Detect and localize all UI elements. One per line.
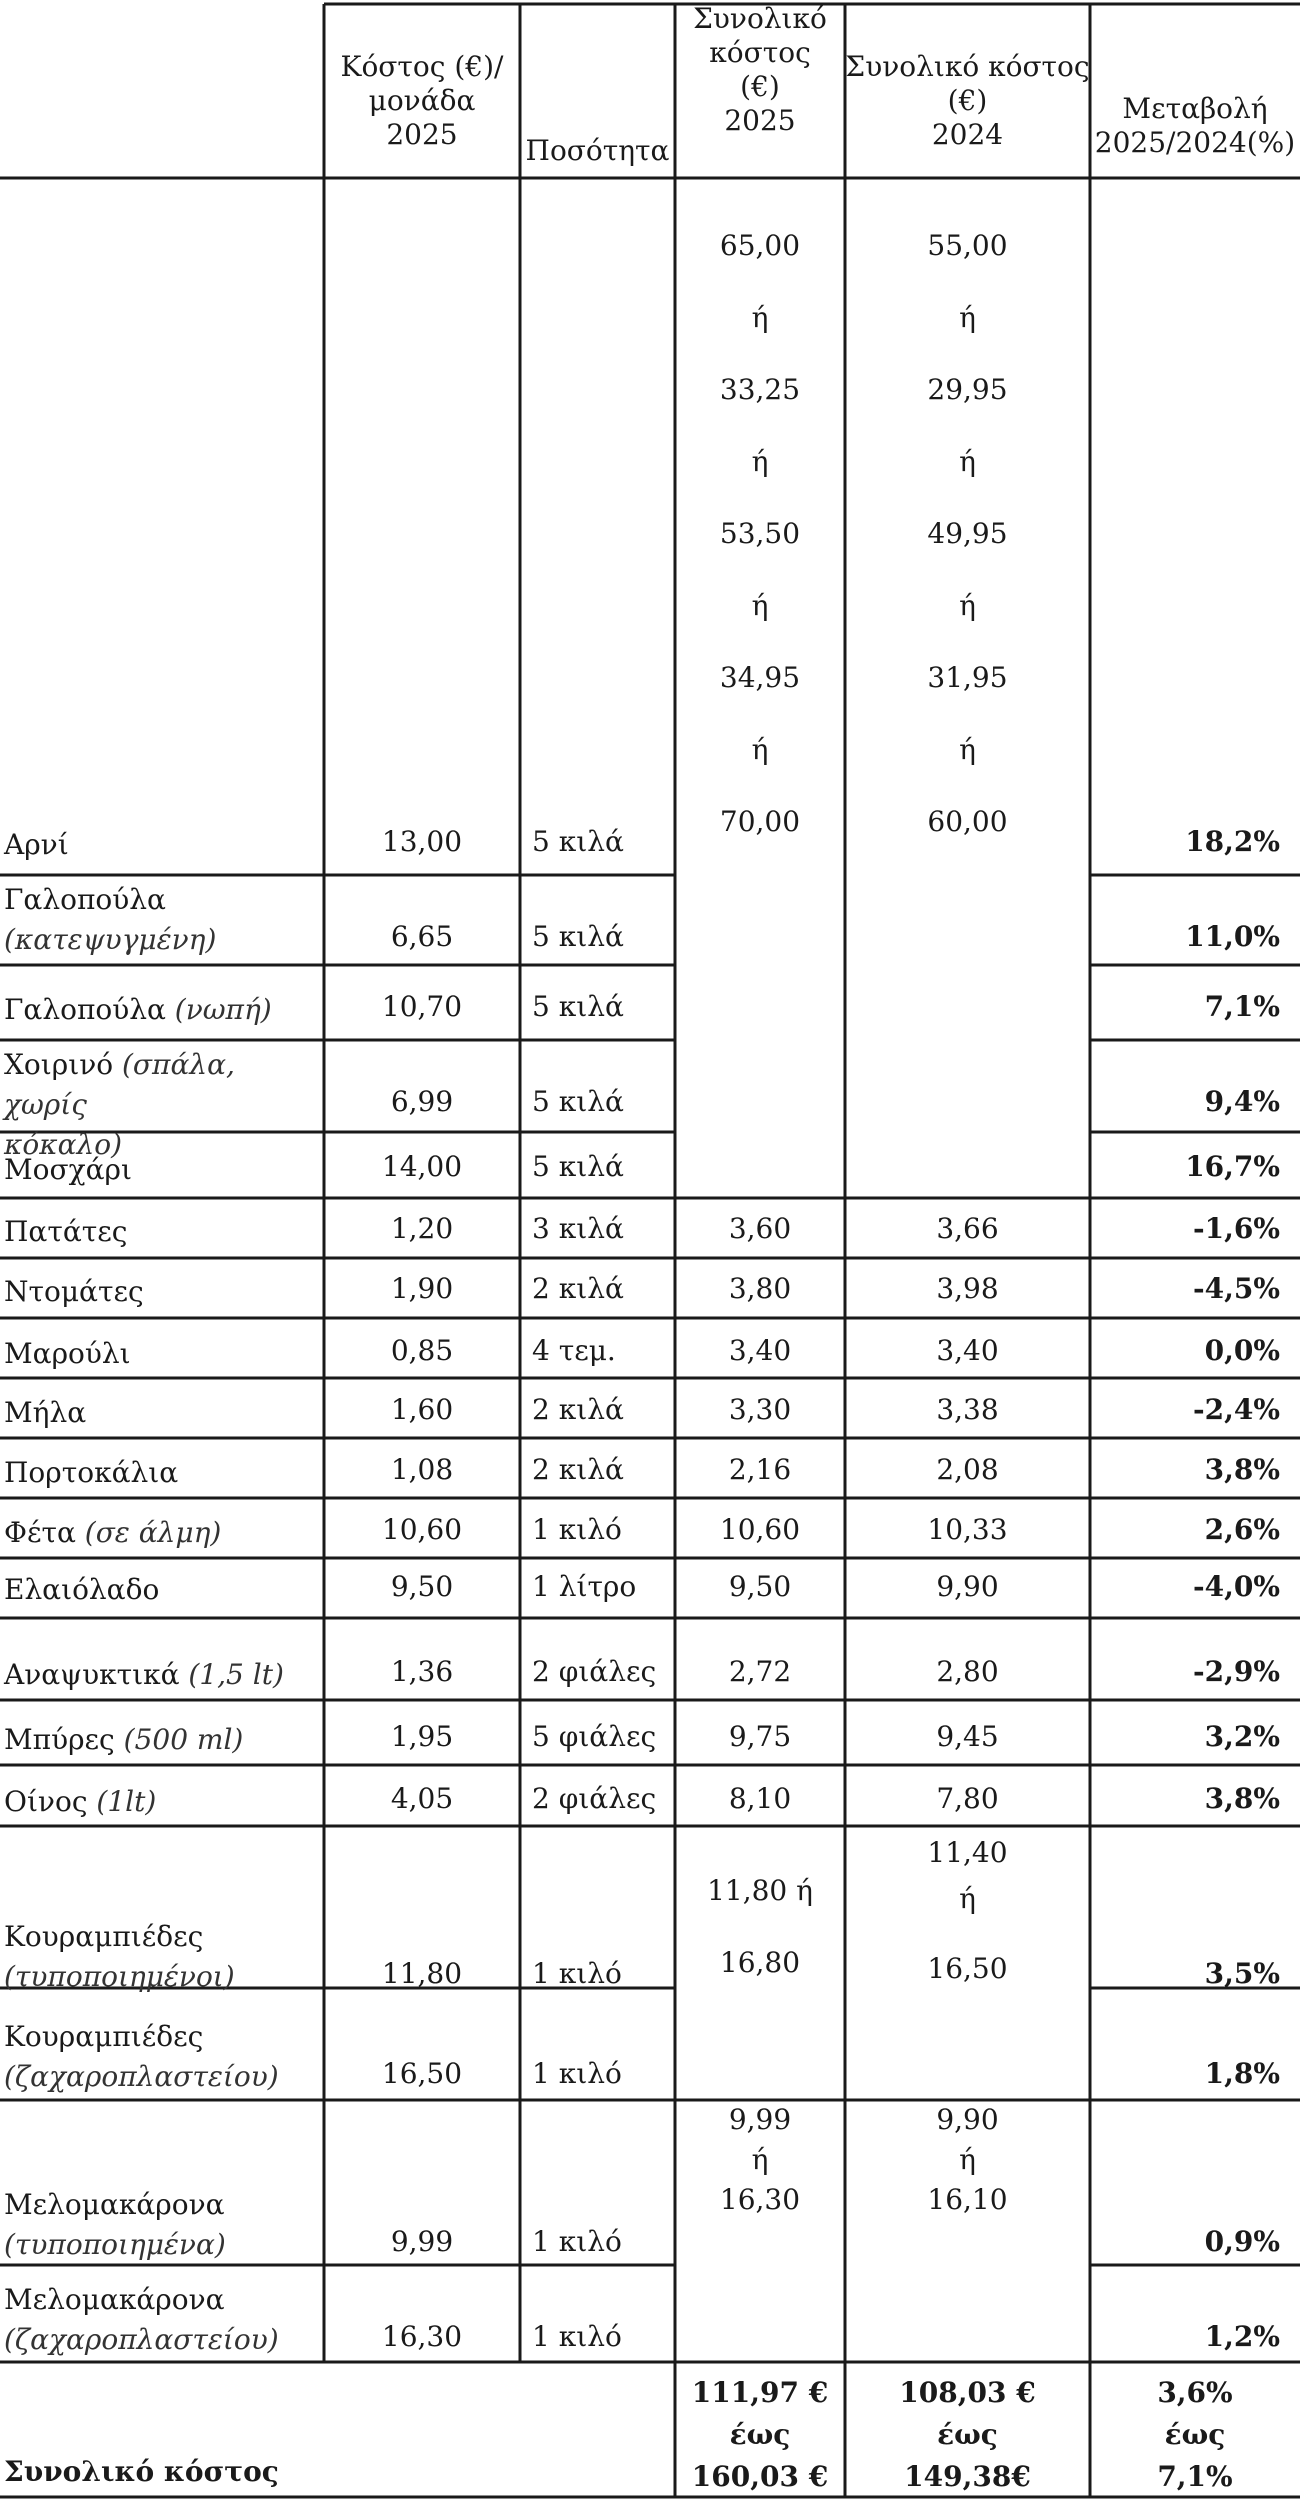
meat-total-2024-value: 31,95 bbox=[927, 661, 1008, 694]
row-item-label: Μοσχάρι bbox=[4, 1153, 132, 1186]
header-cost-unit bbox=[324, 50, 520, 152]
row-item-name bbox=[4, 1272, 320, 1312]
meat-total-2024-or: ή bbox=[959, 589, 976, 622]
header-total-2024 bbox=[845, 50, 1090, 152]
row-change: 9,4% bbox=[1204, 1085, 1280, 1118]
kourabiedes-total-2024 bbox=[845, 1830, 1090, 1992]
row-total-2024: 7,80 bbox=[936, 1782, 999, 1815]
header-total-2025-line2: κόστος bbox=[709, 36, 811, 69]
row-item-label: Μελομακάρονα bbox=[4, 2188, 225, 2221]
row-item-note: (ζαχαροπλαστείου) bbox=[4, 2323, 279, 2356]
row-unit-cost: 1,60 bbox=[390, 1393, 454, 1426]
row-item-label: Πορτοκάλια bbox=[4, 1456, 179, 1489]
row-item-note: (σπάλα, χωρίς bbox=[4, 1048, 235, 1121]
melomakarona-total-2025-line3: 16,30 bbox=[719, 2183, 801, 2216]
row-total-2025: 2,72 bbox=[728, 1655, 792, 1688]
row-item-name bbox=[4, 1782, 320, 1822]
row-change: -4,0% bbox=[1193, 1570, 1280, 1603]
row-quantity: 5 κιλά bbox=[532, 1085, 624, 1118]
row-unit-cost: 9,50 bbox=[390, 1570, 454, 1603]
row-item-name bbox=[4, 1453, 320, 1493]
row-change: -1,6% bbox=[1193, 1212, 1280, 1245]
meat-total-2025-value: 65,00 bbox=[719, 229, 801, 262]
row-change: 18,2% bbox=[1185, 825, 1280, 858]
meat-total-2024-or: ή bbox=[959, 301, 976, 334]
header-quantity-label: Ποσότητα bbox=[525, 134, 670, 167]
meat-total-2024-value: 29,95 bbox=[927, 373, 1008, 406]
row-unit-cost: 6,65 bbox=[390, 920, 454, 953]
row-quantity: 5 κιλά bbox=[532, 920, 624, 953]
row-change: -2,4% bbox=[1193, 1393, 1280, 1426]
row-item-label: Αναψυκτικά bbox=[4, 1658, 180, 1691]
row-total-2024: 3,40 bbox=[936, 1334, 999, 1367]
row-item-label: Χοιρινό bbox=[4, 1048, 114, 1081]
row-item-label: Ντομάτες bbox=[4, 1275, 144, 1308]
row-change: 1,2% bbox=[1204, 2320, 1280, 2353]
row-item-name bbox=[4, 2017, 320, 2097]
row-item-name bbox=[4, 1212, 320, 1252]
row-quantity: 2 φιάλες bbox=[532, 1782, 657, 1815]
row-item-name bbox=[4, 1513, 320, 1553]
row-quantity: 3 κιλά bbox=[532, 1212, 624, 1245]
row-total-2024: 9,45 bbox=[936, 1720, 999, 1753]
row-change: -4,5% bbox=[1193, 1272, 1280, 1305]
row-item-note: (ζαχαροπλαστείου) bbox=[4, 2060, 279, 2093]
total-change-line3: 7,1% bbox=[1157, 2460, 1233, 2493]
total-row-2025 bbox=[675, 2372, 845, 2498]
header-total-2024-line3: 2024 bbox=[931, 118, 1004, 151]
header-change-line2: 2025/2024(%) bbox=[1094, 126, 1296, 159]
row-quantity: 1 κιλό bbox=[532, 2225, 622, 2258]
row-change: 2,6% bbox=[1204, 1513, 1280, 1546]
meat-total-2025-or: ή bbox=[751, 589, 769, 622]
row-unit-cost: 1,08 bbox=[390, 1453, 454, 1486]
melomakarona-total-2024-line3: 16,10 bbox=[927, 2183, 1008, 2216]
meat-total-2024-value: 49,95 bbox=[927, 517, 1008, 550]
row-unit-cost: 11,80 bbox=[381, 1957, 463, 1990]
row-total-2024: 10,33 bbox=[927, 1513, 1008, 1546]
total-row-change bbox=[1090, 2372, 1300, 2498]
melomakarona-total-2024 bbox=[845, 2100, 1090, 2220]
meat-total-2024-value: 60,00 bbox=[927, 805, 1008, 838]
row-unit-cost: 16,50 bbox=[381, 2057, 463, 2090]
total-row-label: Συνολικό κόστος bbox=[4, 2455, 279, 2488]
row-quantity: 4 τεμ. bbox=[532, 1334, 616, 1367]
header-total-2024-line1: Συνολικό κόστος bbox=[845, 50, 1090, 83]
melomakarona-total-2025-line1: 9,99 bbox=[728, 2103, 792, 2136]
kourabiedes-total-2024-line3: 16,50 bbox=[927, 1952, 1008, 1985]
row-total-2024: 3,38 bbox=[936, 1393, 999, 1426]
row-item-label: Αρνί bbox=[4, 828, 69, 861]
total-row-2024 bbox=[845, 2372, 1090, 2498]
header-cost-unit-line2: μονάδα bbox=[368, 84, 476, 117]
row-item-note: (τυποποιημένοι) bbox=[4, 1960, 235, 1993]
meat-total-2025-or: ή bbox=[751, 301, 769, 334]
row-item-name bbox=[4, 1720, 320, 1760]
row-quantity: 5 φιάλες bbox=[532, 1720, 657, 1753]
row-item-label: Γαλοπούλα bbox=[4, 883, 166, 916]
row-item-note: (1lt) bbox=[96, 1785, 157, 1818]
row-change: 3,2% bbox=[1204, 1720, 1280, 1753]
row-item-label: Πατάτες bbox=[4, 1215, 128, 1248]
meat-total-2025-value: 34,95 bbox=[719, 661, 801, 694]
row-item-label: Γαλοπούλα bbox=[4, 993, 166, 1026]
row-unit-cost: 14,00 bbox=[381, 1150, 463, 1183]
row-quantity: 2 φιάλες bbox=[532, 1655, 657, 1688]
header-cost-unit-line1: Κόστος (€)/ bbox=[340, 50, 504, 83]
row-change: 16,7% bbox=[1185, 1150, 1280, 1183]
row-item-note: (500 ml) bbox=[123, 1723, 244, 1756]
total-2025-line1: 111,97 € bbox=[691, 2376, 829, 2409]
row-total-2025: 3,80 bbox=[728, 1272, 792, 1305]
kourabiedes-total-2025 bbox=[675, 1855, 845, 1999]
header-cost-unit-line3: 2025 bbox=[386, 118, 458, 151]
header-total-2025-line3: (€) bbox=[740, 70, 780, 103]
row-total-2025: 3,40 bbox=[728, 1334, 792, 1367]
row-item-name bbox=[4, 1655, 320, 1695]
melomakarona-total-2025-line2: ή bbox=[751, 2143, 769, 2176]
total-2025-line3: 160,03 € bbox=[691, 2460, 829, 2493]
row-item-label: Μήλα bbox=[4, 1396, 87, 1429]
row-unit-cost: 0,85 bbox=[390, 1334, 454, 1367]
meat-total-2025-value: 33,25 bbox=[719, 373, 801, 406]
row-change: -2,9% bbox=[1193, 1655, 1280, 1688]
row-item-name bbox=[4, 1393, 320, 1433]
meat-total-2025-value: 53,50 bbox=[719, 517, 801, 550]
row-item-label: Μπύρες bbox=[4, 1723, 115, 1756]
row-quantity: 1 λίτρο bbox=[532, 1570, 637, 1603]
row-item-note: (1,5 lt) bbox=[188, 1658, 284, 1691]
row-change: 3,8% bbox=[1204, 1453, 1280, 1486]
row-item-name bbox=[4, 2280, 320, 2360]
row-quantity: 1 κιλό bbox=[532, 2057, 622, 2090]
header-change bbox=[1090, 92, 1300, 160]
row-unit-cost: 16,30 bbox=[381, 2320, 463, 2353]
row-item-note: (νωπή) bbox=[174, 993, 272, 1026]
row-quantity: 2 κιλά bbox=[532, 1393, 624, 1426]
header-total-2024-line2: (€) bbox=[947, 84, 988, 117]
row-total-2025: 3,30 bbox=[728, 1393, 792, 1426]
row-total-2024: 3,98 bbox=[936, 1272, 999, 1305]
row-change: 3,5% bbox=[1204, 1957, 1280, 1990]
row-item-name bbox=[4, 1334, 320, 1374]
meat-group-total-2025 bbox=[675, 210, 845, 858]
meat-group-total-2024 bbox=[845, 210, 1090, 858]
row-total-2024: 2,80 bbox=[936, 1655, 999, 1688]
row-unit-cost: 1,90 bbox=[390, 1272, 454, 1305]
row-total-2024: 2,08 bbox=[936, 1453, 999, 1486]
row-unit-cost: 13,00 bbox=[381, 825, 463, 858]
melomakarona-total-2025 bbox=[675, 2100, 845, 2220]
total-2024-line2: έως bbox=[937, 2418, 998, 2451]
row-item-note: (σε άλμη) bbox=[84, 1516, 222, 1549]
row-quantity: 5 κιλά bbox=[532, 990, 624, 1023]
row-total-2025: 8,10 bbox=[728, 1782, 792, 1815]
row-change: 1,8% bbox=[1204, 2057, 1280, 2090]
row-item-name bbox=[4, 1150, 320, 1190]
header-total-2025 bbox=[675, 2, 845, 138]
row-item-name bbox=[4, 880, 320, 960]
row-item-name bbox=[4, 1570, 320, 1610]
row-item-name bbox=[4, 1917, 320, 1997]
row-unit-cost: 6,99 bbox=[390, 1085, 454, 1118]
row-unit-cost: 1,36 bbox=[390, 1655, 454, 1688]
row-total-2025: 9,75 bbox=[728, 1720, 792, 1753]
header-total-2025-line4: 2025 bbox=[724, 104, 796, 137]
total-2024-line1: 108,03 € bbox=[899, 2376, 1036, 2409]
row-change: 0,9% bbox=[1204, 2225, 1280, 2258]
kourabiedes-total-2025-line1: 11,80 ή bbox=[707, 1874, 813, 1907]
row-item-label: Κουραμπιέδες bbox=[4, 1920, 204, 1953]
kourabiedes-total-2025-line2: 16,80 bbox=[719, 1946, 801, 1979]
row-change: 11,0% bbox=[1185, 920, 1280, 953]
row-quantity: 2 κιλά bbox=[532, 1453, 624, 1486]
meat-total-2024-value: 55,00 bbox=[927, 229, 1008, 262]
row-change: 3,8% bbox=[1204, 1782, 1280, 1815]
total-2024-line3: 149,38€ bbox=[904, 2460, 1031, 2493]
row-item-note: (κατεψυγμένη) bbox=[4, 923, 217, 956]
row-quantity: 1 κιλό bbox=[532, 1513, 622, 1546]
total-change-line1: 3,6% bbox=[1157, 2376, 1233, 2409]
row-quantity: 1 κιλό bbox=[532, 2320, 622, 2353]
kourabiedes-total-2024-line2: ή bbox=[959, 1882, 976, 1915]
row-unit-cost: 9,99 bbox=[390, 2225, 454, 2258]
row-item-label: Φέτα bbox=[4, 1516, 76, 1549]
row-item-name bbox=[4, 2185, 320, 2265]
row-total-2024: 9,90 bbox=[936, 1570, 999, 1603]
row-change: 0,0% bbox=[1204, 1334, 1280, 1367]
total-change-line2: έως bbox=[1164, 2418, 1226, 2451]
kourabiedes-total-2024-line1: 11,40 bbox=[927, 1836, 1008, 1869]
row-unit-cost: 1,95 bbox=[390, 1720, 454, 1753]
row-unit-cost: 1,20 bbox=[390, 1212, 454, 1245]
meat-total-2025-or: ή bbox=[751, 733, 769, 766]
row-total-2025: 2,16 bbox=[728, 1453, 792, 1486]
melomakarona-total-2024-line2: ή bbox=[959, 2143, 976, 2176]
row-item-label: Ελαιόλαδο bbox=[4, 1573, 160, 1606]
row-quantity: 5 κιλά bbox=[532, 1150, 624, 1183]
row-quantity: 5 κιλά bbox=[532, 825, 624, 858]
row-item-label: Μαρούλι bbox=[4, 1337, 131, 1370]
row-item-note: κόκαλο) bbox=[4, 1128, 123, 1161]
melomakarona-total-2024-line1: 9,90 bbox=[936, 2103, 999, 2136]
row-item-label: Κουραμπιέδες bbox=[4, 2020, 204, 2053]
row-quantity: 2 κιλά bbox=[532, 1272, 624, 1305]
row-unit-cost: 10,60 bbox=[381, 1513, 463, 1546]
row-total-2024: 3,66 bbox=[936, 1212, 999, 1245]
row-unit-cost: 4,05 bbox=[390, 1782, 454, 1815]
row-item-name bbox=[4, 825, 320, 865]
row-total-2025: 9,50 bbox=[728, 1570, 792, 1603]
header-quantity bbox=[520, 134, 675, 168]
row-item-name bbox=[4, 990, 320, 1030]
meat-total-2024-or: ή bbox=[959, 733, 976, 766]
header-change-line1: Μεταβολή bbox=[1122, 92, 1268, 125]
meat-total-2025-value: 70,00 bbox=[719, 805, 801, 838]
header-total-2025-line1: Συνολικό bbox=[693, 2, 827, 35]
row-unit-cost: 10,70 bbox=[381, 990, 463, 1023]
row-item-note: (τυποποιημένα) bbox=[4, 2228, 226, 2261]
meat-total-2025-or: ή bbox=[751, 445, 769, 478]
row-item-label: Μελομακάρονα bbox=[4, 2283, 225, 2316]
row-total-2025: 3,60 bbox=[728, 1212, 792, 1245]
row-quantity: 1 κιλό bbox=[532, 1957, 622, 1990]
meat-total-2024-or: ή bbox=[959, 445, 976, 478]
row-item-label: Οίνος bbox=[4, 1785, 88, 1818]
total-2025-line2: έως bbox=[729, 2418, 791, 2451]
row-total-2025: 10,60 bbox=[719, 1513, 801, 1546]
row-change: 7,1% bbox=[1204, 990, 1280, 1023]
row-item-name bbox=[4, 1045, 320, 1165]
